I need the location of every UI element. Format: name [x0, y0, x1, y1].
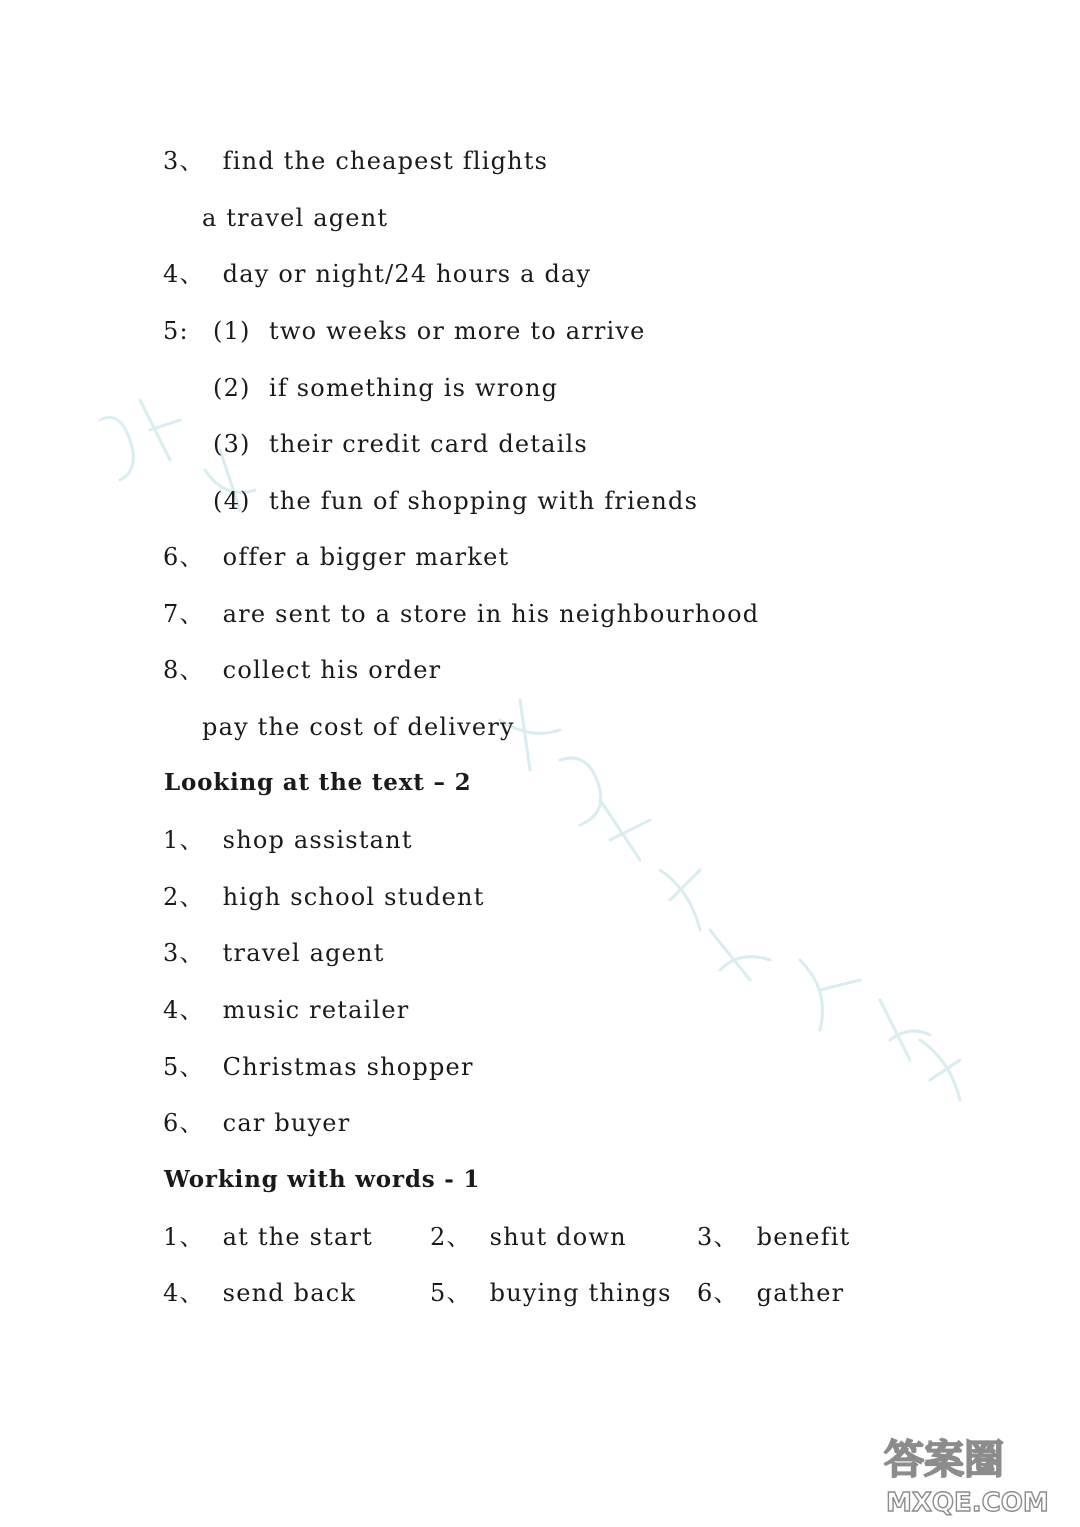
item-number: 4、 [163, 996, 205, 1024]
answer-text: benefit [756, 1223, 851, 1251]
answer-text: two weeks or more to arrive [269, 317, 646, 345]
item-number: 8、 [163, 656, 205, 684]
answer-7 [163, 599, 759, 629]
site-logo [878, 1425, 1058, 1517]
answer-text: at the start [222, 1223, 373, 1251]
sub-item-number: (1) [213, 317, 251, 345]
answer-text: find the cheapest flights [222, 147, 549, 175]
answer-text: collect his order [222, 656, 442, 684]
list-item [697, 1222, 851, 1252]
item-number: 6、 [163, 1109, 205, 1137]
answer-6 [163, 542, 509, 572]
list-item [163, 1108, 350, 1138]
section-heading-working-with-words-1: Working with words - 1 [164, 1166, 481, 1193]
item-number: 5、 [163, 1053, 205, 1081]
sub-item-number: (3) [213, 430, 251, 458]
section-heading-looking-at-text-2: Looking at the text – 2 [164, 769, 472, 796]
answer-text: offer a bigger market [222, 543, 510, 571]
item-number: 5、 [430, 1279, 472, 1307]
answer-text: car buyer [222, 1109, 351, 1137]
answer-text: travel agent [222, 939, 385, 967]
logo-bottom-text: MXQE.COM [886, 1488, 1049, 1517]
item-number: 2、 [163, 883, 205, 911]
list-item [163, 1222, 373, 1252]
item-number: 3、 [163, 147, 205, 175]
answer-5-sub-3 [213, 429, 588, 459]
answer-text: day or night/24 hours a day [222, 260, 592, 288]
answer-8-continued: pay the cost of delivery [202, 713, 515, 741]
list-item [163, 882, 485, 912]
answer-8 [163, 655, 441, 685]
item-number: 1、 [163, 826, 205, 854]
answer-text: shop assistant [222, 826, 413, 854]
answer-text: Christmas shopper [222, 1053, 474, 1081]
list-item [430, 1222, 627, 1252]
item-number: 5: [163, 317, 189, 345]
list-item [163, 1278, 356, 1308]
answer-5 [163, 316, 646, 346]
answer-text: music retailer [222, 996, 410, 1024]
list-item [163, 825, 413, 855]
sub-item-number: (4) [213, 487, 251, 515]
answer-text: gather [756, 1279, 845, 1307]
list-item [697, 1278, 844, 1308]
answer-text: shut down [489, 1223, 627, 1251]
item-number: 6、 [697, 1279, 739, 1307]
item-number: 2、 [430, 1223, 472, 1251]
sub-item-number: (2) [213, 374, 251, 402]
answer-3-continued: a travel agent [202, 204, 389, 232]
item-number: 4、 [163, 1279, 205, 1307]
answer-5-sub-4 [213, 486, 698, 516]
answer-text: high school student [222, 883, 485, 911]
list-item [430, 1278, 672, 1308]
item-number: 3、 [697, 1223, 739, 1251]
answer-5-sub-2 [213, 373, 558, 403]
answer-text: buying things [489, 1279, 672, 1307]
answer-4 [163, 259, 591, 289]
item-number: 1、 [163, 1223, 205, 1251]
item-number: 7、 [163, 600, 205, 628]
answer-text: if something is wrong [269, 374, 559, 402]
answer-text: the fun of shopping with friends [269, 487, 699, 515]
list-item [163, 938, 385, 968]
answer-text: are sent to a store in his neighbourhood [222, 600, 760, 628]
answer-3 [163, 146, 548, 176]
list-item [163, 995, 409, 1025]
list-item [163, 1052, 474, 1082]
answer-text: send back [222, 1279, 357, 1307]
item-number: 4、 [163, 260, 205, 288]
logo-top-text: 答案圈 [884, 1437, 1004, 1483]
answer-text: their credit card details [269, 430, 588, 458]
item-number: 6、 [163, 543, 205, 571]
item-number: 3、 [163, 939, 205, 967]
